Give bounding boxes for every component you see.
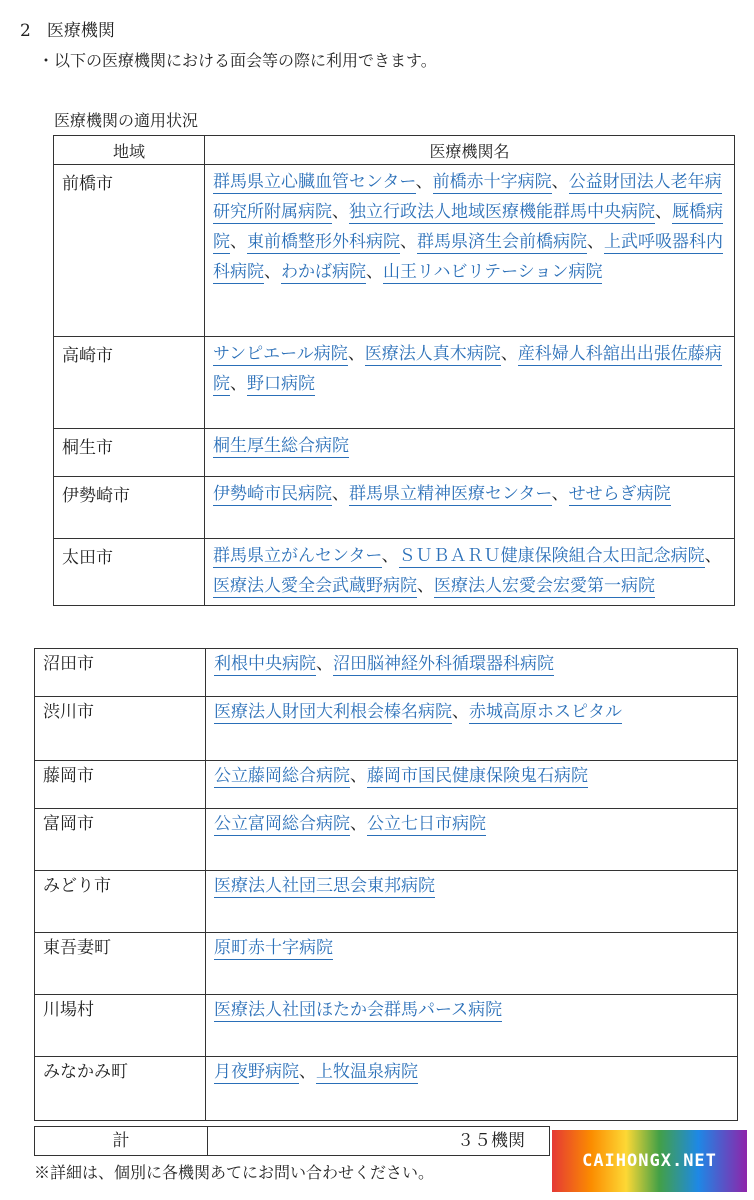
table-caption: 医療機関の適用状況 [54,111,199,130]
hospital-link[interactable]: 前橋赤十字病院 [432,172,552,192]
table-row [35,1057,738,1121]
area-cell: 高崎市 [54,337,205,429]
table-row [54,539,735,606]
hospital-link[interactable]: 医療法人社団ほたか会群馬パース病院 [214,1000,503,1020]
hospital-link[interactable]: 桐生厚生総合病院 [213,436,349,456]
separator: 、 [264,262,281,282]
hospital-link[interactable]: せせらぎ病院 [568,484,671,504]
hospital-link[interactable]: 上武呼吸器科内科病院 [213,232,723,282]
hospitals-cell [205,539,735,606]
total-label: 計 [35,1127,208,1155]
separator: 、 [400,232,417,252]
area-cell: 川場村 [35,995,206,1057]
hospital-link[interactable]: 医療法人宏愛会宏愛第一病院 [434,576,655,596]
hospitals-cell [206,1057,738,1121]
table-row [35,697,738,761]
table-row [35,649,738,697]
hospital-link[interactable]: 医療法人真木病院 [364,344,501,364]
usage-note: ・以下の医療機関における面会等の際に利用できます。 [38,51,437,70]
hospital-link[interactable]: 上牧温泉病院 [316,1062,418,1082]
hospitals-cell [206,809,738,871]
hospitals-cell [206,649,738,697]
hospital-link[interactable]: 東前橋整形外科病院 [247,232,400,252]
area-cell: 桐生市 [54,429,205,477]
hospital-link[interactable]: 医療法人愛全会武蔵野病院 [213,576,417,596]
separator: 、 [332,484,349,504]
separator: 、 [381,546,399,566]
header-area: 地域 [54,136,205,165]
separator: 、 [347,344,365,364]
hospital-link[interactable]: 群馬県立精神医療センター [349,484,552,504]
separator: 、 [704,546,722,566]
separator: 、 [230,232,247,252]
separator: 、 [350,766,367,786]
footnote: ※詳細は、個別に各機関あてにお問い合わせください。 [34,1163,435,1182]
separator: 、 [350,814,367,834]
area-cell: 沼田市 [35,649,206,697]
separator: 、 [655,202,672,222]
hospital-link[interactable]: 群馬県立心臓血管センター [213,172,416,192]
area-cell: 太田市 [54,539,205,606]
hospital-link[interactable]: 原町赤十字病院 [214,938,333,958]
separator: 、 [366,262,383,282]
area-cell: 渋川市 [35,697,206,761]
hospital-link[interactable]: 利根中央病院 [214,654,316,674]
hospital-link[interactable]: 医療法人社団三思会東邦病院 [214,876,435,896]
separator: 、 [332,202,349,222]
hospitals-cell [205,337,735,429]
separator: 、 [417,576,434,596]
hospital-link[interactable]: 医療法人財団大利根会榛名病院 [214,702,452,722]
hospital-link[interactable]: ＳＵＢＡＲＵ健康保険組合太田記念病院 [398,546,705,566]
separator: 、 [551,172,569,192]
hospital-link[interactable]: 厩橋病院 [213,202,723,252]
area-cell: みどり市 [35,871,206,933]
hospitals-cell [206,995,738,1057]
separator: 、 [415,172,433,192]
hospital-link[interactable]: 赤城高原ホスピタル [469,702,622,722]
table-row [35,871,738,933]
table-row [35,809,738,871]
hospitals-cell [205,477,735,539]
hospital-link[interactable]: 沼田脳神経外科循環器科病院 [333,654,554,674]
area-cell: 東吾妻町 [35,933,206,995]
separator: 、 [551,484,569,504]
hospital-link[interactable]: 公益財団法人老年病研究所附属病院 [213,172,722,222]
separator: 、 [230,374,247,394]
hospital-link[interactable]: サンピエール病院 [213,344,348,364]
header-names: 医療機関名 [205,136,735,165]
separator: 、 [299,1062,316,1082]
separator: 、 [500,344,518,364]
table-header-row [54,136,735,165]
area-cell: 伊勢崎市 [54,477,205,539]
table-row [35,995,738,1057]
hospital-link[interactable]: わかば病院 [281,262,366,282]
area-cell: 前橋市 [54,165,205,337]
area-cell: 富岡市 [35,809,206,871]
hospital-link[interactable]: 伊勢崎市民病院 [213,484,332,504]
hospital-link[interactable]: 公立七日市病院 [367,814,486,834]
table-row [54,165,735,337]
table-row [54,337,735,429]
total-row [34,1126,550,1156]
hospital-link[interactable]: 藤岡市国民健康保険鬼石病院 [367,766,588,786]
hospital-link[interactable]: 公立富岡総合病院 [214,814,350,834]
table-row [54,477,735,539]
separator: 、 [452,702,469,722]
hospital-link[interactable]: 産科婦人科舘出出張佐藤病院 [213,344,722,394]
hospital-table-part2 [34,648,738,1121]
hospital-link[interactable]: 公立藤岡総合病院 [214,766,350,786]
separator: 、 [316,654,333,674]
section-heading [20,16,115,41]
hospitals-cell [206,761,738,809]
hospital-link[interactable]: 野口病院 [247,374,315,394]
hospital-link[interactable]: 群馬県立がんセンター [213,546,382,566]
total-value: ３５機関 [457,1131,525,1151]
separator: 、 [587,232,604,252]
section-number: 2 [20,21,31,41]
hospitals-cell [206,871,738,933]
hospitals-cell [205,429,735,477]
hospitals-cell [206,933,738,995]
area-cell: 藤岡市 [35,761,206,809]
table-row [54,429,735,477]
hospital-link[interactable]: 山王リハビリテーション病院 [383,262,603,282]
hospital-link[interactable]: 独立行政法人地域医療機能群馬中央病院 [349,202,655,222]
hospitals-cell [205,165,735,337]
watermark-text: CAIHONGX.NET [582,1151,717,1171]
table-row [35,761,738,809]
area-cell: みなかみ町 [35,1057,206,1121]
hospital-table-part1 [53,135,735,606]
hospital-link[interactable]: 月夜野病院 [214,1062,299,1082]
section-title: 医療機関 [46,21,115,41]
hospitals-cell [206,697,738,761]
site-watermark [552,1130,747,1192]
table-row [35,933,738,995]
hospital-link[interactable]: 群馬県済生会前橋病院 [417,232,587,252]
